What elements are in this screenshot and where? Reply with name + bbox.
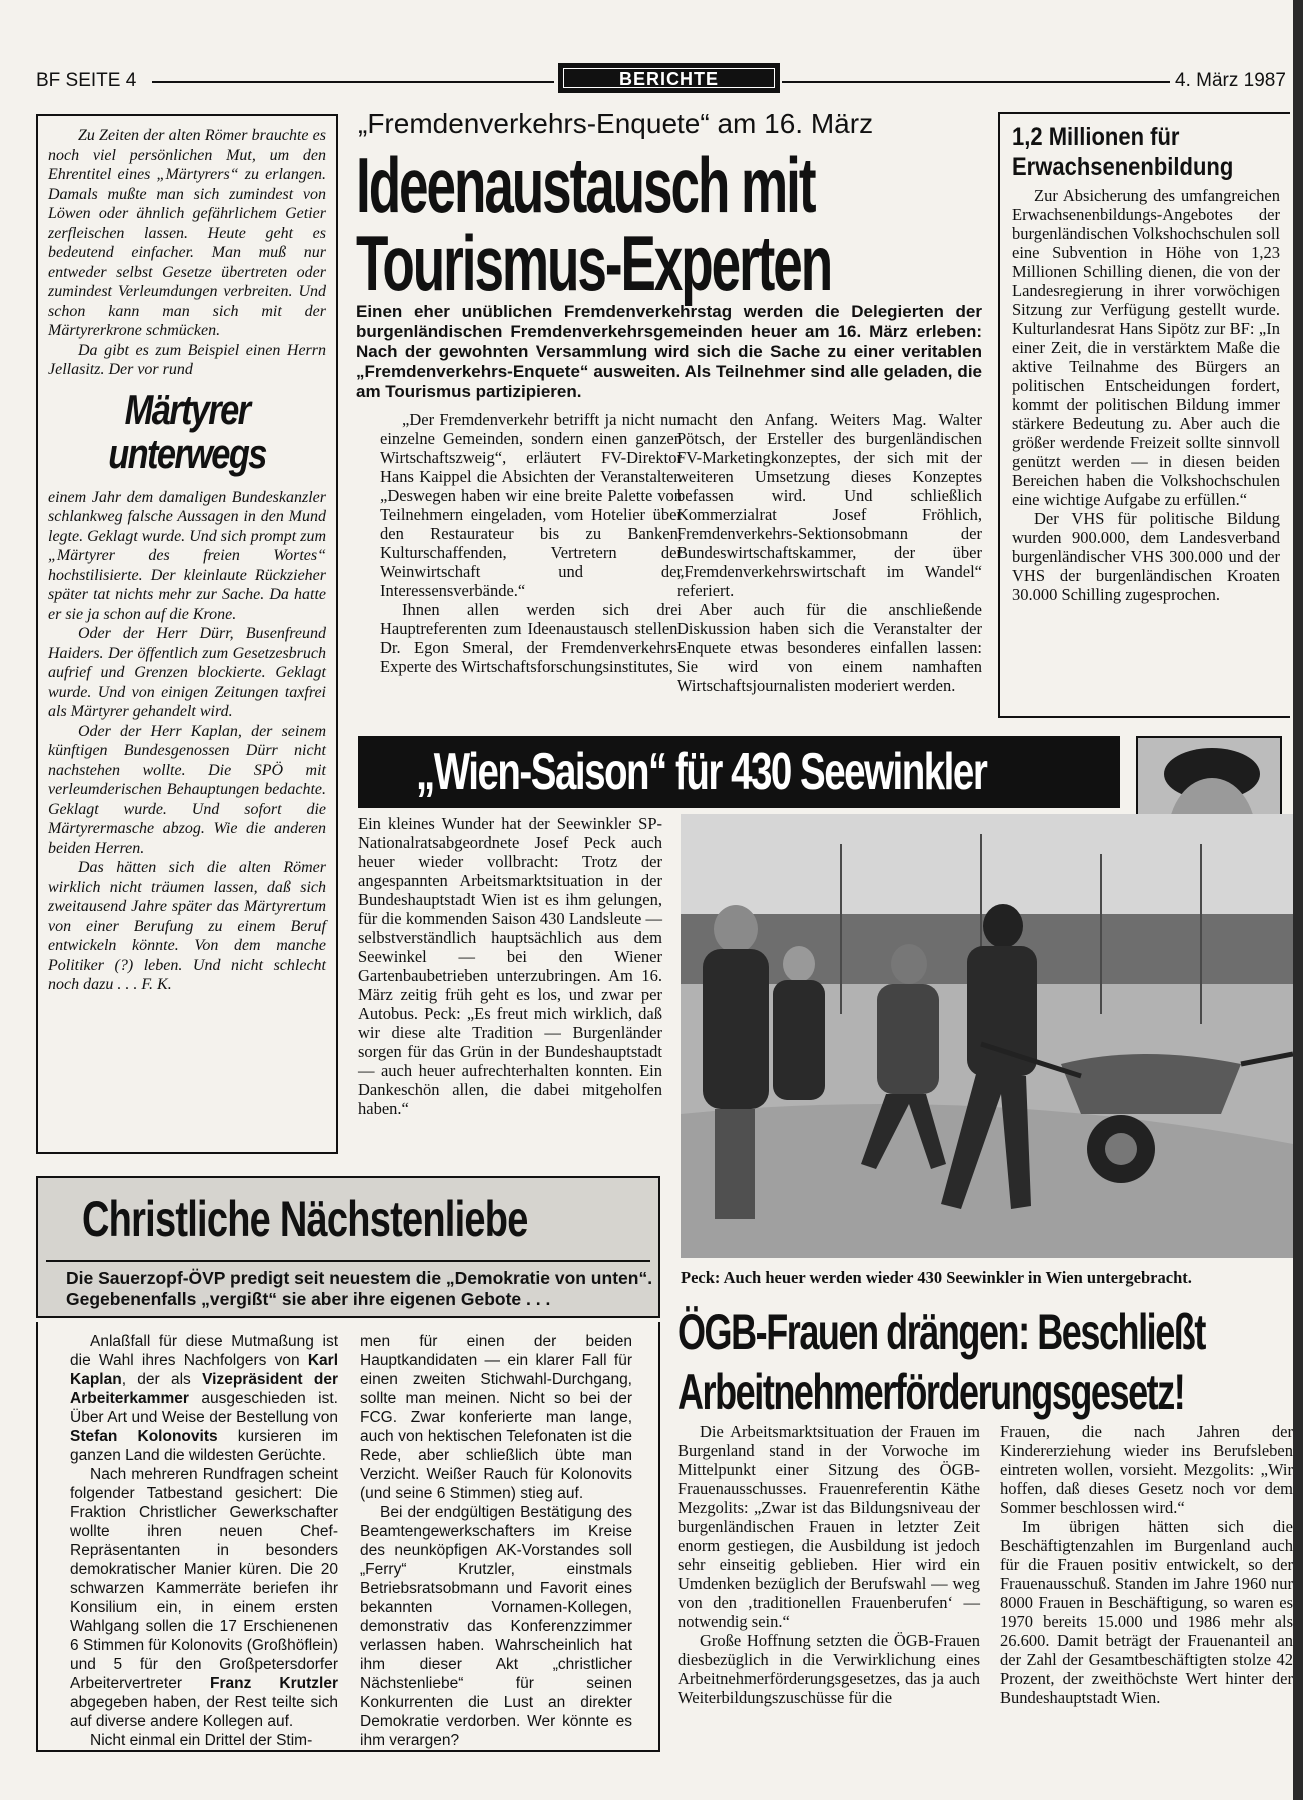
photo-caption: Peck: Auch heuer werden wieder 430 Seewinkler in Wien untergebracht. xyxy=(681,1268,1192,1287)
commentary-paragraph: Oder der Herr Kaplan, der seinem künftigen Bundesgenossen Dürr nicht nachstehen wollte. Die SPÖ mit verleumderischen Behauptungen bedachte. Geklagt wurde. Und sofort die Märtyrermasche abzog. Wie die anderen beiden Herren. xyxy=(48,722,326,857)
person-name: Franz Krutzler xyxy=(210,1675,338,1692)
news-box xyxy=(998,112,1290,718)
header-rule-right xyxy=(782,81,1170,83)
article-body-box xyxy=(36,1322,660,1752)
article-column xyxy=(70,1332,338,1750)
text-run: Anlaßfall für diese Mutmaßung ist die Wahl ihres Nachfolgers von xyxy=(70,1333,338,1369)
commentary-headline-line: Märtyrer xyxy=(124,385,250,433)
section-label: BERICHTE xyxy=(563,68,775,88)
article-paragraph: Frauen, die nach Jahren der Kindererziehung wieder ins Berufsleben eintreten wollen, vorsieht. Mezgolits: „Wir hoffen, daß dieses Gesetz noch vor dem Sommer beschlossen wird.“ xyxy=(1000,1422,1293,1517)
commentary-paragraph: einem Jahr dem damaligen Bundeskanzler schlankweg falsche Aussagen in den Mund legte. Geklagt wurde. Und sich prompt zum „Märtyrer des freien Wortes“ hochstilisierte. Der kleinlaute Rückzieher später tat nichts mehr zur Sache. Da hatte er sie ja schon auf die Krone. xyxy=(48,488,326,623)
text-run: Nach mehreren Rundfragen scheint folgender Tatbestand gesichert: Die Fraktion Christlicher Gewerkschafter wollte ihren neuen Chef-Repräsentanten in besonders demokratischer Manier küren. Die 20 schwarzen Kammerräte beriefen ihr Konsilium ein, in einem ersten Wahlgang sollen die 17 Erschienenen 6 Stimmen für Kolonovits (Großhöflein) und 5 für den Großpetersdorfer Arbeitervertreter xyxy=(70,1466,338,1692)
page-label: BF SEITE 4 xyxy=(36,70,137,91)
person-name: Karl Kaplan xyxy=(70,1352,338,1388)
article-paragraph: Aber auch für die anschließende Diskussion haben sich die Veranstalter der Enquete etwas besonderes einfallen lassen: Sie wird von einem namhaften Wirtschaftsjournalisten moderiert werden. xyxy=(677,600,982,695)
article-paragraph: „Der Fremdenverkehr betrifft ja nicht nur einzelne Gemeinden, sondern einen ganzen Wirtschaftszweig“, erläutert FV-Direktor Hans Kaippel die Absichten der Veranstalter. „Deswegen haben wir eine breite Palette von Teilnehmern eingeladen, vom Hotelier über den Restaurateur bis zu Banken, Kulturschaffenden, Vertretern der Weinwirtschaft und der Interessensverbände.“ xyxy=(380,410,682,600)
headline-line: Erwachsenenbildung xyxy=(1012,153,1234,181)
commentary-headline xyxy=(48,385,326,477)
article-subtitle: Die Sauerzopf-ÖVP predigt seit neuestem die „Demokratie von unten“. Gegebenenfalls „vergißt“ sie aber ihre eigenen Gebote . . . xyxy=(66,1268,653,1309)
text-run: ausgeschieden ist. Über Art und Weise der Bestellung von xyxy=(70,1390,338,1426)
commentary-paragraph: Das hätten sich die alten Römer wirklich nicht träumen lassen, daß sich zweitausend Jahre später das Märtyrertum von einer Berufung zu einem Beruf entwickeln könnte. Von dem manche Politiker (?) leben. Und nicht schlecht noch dazu . . . F. K. xyxy=(48,859,326,993)
article-column xyxy=(360,1332,632,1750)
article-paragraph: Im übrigen hätten sich die Beschäftigtenzahlen im Burgenland auch für die Frauen positiv entwickelt, so der Frauenausschuß. Standen im Jahre 1960 nur 8000 Frauen in Beschäftigung, so waren es 1970 bereits 15.000 und 1986 mehr als 26.600. Damit beträgt der Frauenanteil an der Zahl der Gesamtbeschäftigten stolze 42 Prozent, der zweithöchste Wert hinter der Bundeshauptstadt Wien. xyxy=(1000,1517,1293,1707)
text-run: abgegeben haben, der Rest teilte sich auf diverse andere Kollegen auf. xyxy=(70,1694,338,1730)
commentary-paragraph: Zu Zeiten der alten Römer brauchte es noch viel persönlichen Mut, um den Ehrentitel eines „Märtyrers“ zu erlangen. Damals mußte man sich zumindest von Löwen oder ähnlich gefährlichem Getier zerfleischen lassen. Heute geht es bedeutend einfacher. Man muß nur entweder selbst Gesetze übertreten oder zumindest Verleumdungen verbreiten. Und schon kann man sich mit der Märtyrerkrone schmücken. xyxy=(48,127,326,339)
page-edge xyxy=(1293,0,1303,1800)
article-paragraph: Ihnen allen werden sich drei Hauptreferenten zum Ideenaustausch stellen: Dr. Egon Smeral, der Fremdenverkehrs-Experte des Wirtschaftsforschungsinstitutes, xyxy=(380,600,682,676)
article-body: Ein kleines Wunder hat der Seewinkler SP-Nationalratsabgeordnete Josef Peck auch heuer wieder vollbracht: Trotz der angespannten Arbeitsmarktsituation in der Bundeshauptstadt Wien ist es ihm gelungen, für die kommenden Saison 430 Landsleute — selbstverständlich hauptsächlich aus dem Seewinkel — bei den Wiener Gartenbaubetrieben unterzubringen. Am 16. März zeitig früh geht es los, und zwar per Autobus. Peck: „Es freut mich wirklich, daß wir diese alte Tradition — Burgenländer sorgen für das Grün in der Bundeshauptstadt — auch heuer aufrechterhalten konnten. Ein Dankeschön allen, die dabei mitgeholfen haben.“ xyxy=(358,814,662,1118)
commentary-paragraph: Oder der Herr Dürr, Busenfreund Haiders. Der öffentlich zum Gesetzesbruch aufrief und Grenzen blockierte. Geklagt wurde. Und von einigen Zeitungen taxfrei als Märtyrer gehandelt wird. xyxy=(48,625,326,720)
article-paragraph: men für einen der beiden Hauptkandidaten — ein klarer Fall für einen zweiten Stichwahl-Durchgang, sollte man meinen. Nicht so bei der FCG. Zwar konferierte man lange, auch von hektischen Telefonaten ist die Rede, aber schließlich übte man Verzicht. Weißer Rauch für Kolonovits (und seine 6 Stimmen) stieg auf. xyxy=(360,1333,632,1502)
article-paragraph: Zur Absicherung des umfangreichen Erwachsenenbildungs-Angebotes der burgenländischen Volkshochschulen soll eine Subvention in Höhe von 1,23 Millionen Schilling dienen, die von der Landesregierung in ihrer vorwöchigen Sitzung zur Verfügung gestellt wurde. Kulturlandesrat Hans Sipötz zur BF: „In einer Zeit, die in verstärktem Maße die aktive Teilnahme des Bürgers an politischen Entscheidungen fordert, kommt der politischen Bildung immer stärkere Bedeutung zu. Aber auch die größer werdende Freizeit sollte sinnvoll genützt werden — in diesen beiden Bereichen haben die Volkshochschulen eine wichtige Aufgabe zu erfüllen.“ xyxy=(1012,186,1280,509)
header-rule-left xyxy=(152,81,554,83)
article-paragraph: Bei der endgültigen Bestätigung des Beamtengewerkschafters im Kreise des neunköpfigen AK-Vorstandes soll „Ferry“ Krutzler, einstmals Betriebsratsobmann und Favorit eines bekannten Vornamen-Kollegen, demonstrativ das Konferenzzimmer verlassen haben. Wahrscheinlich hat ihm dieser Akt „christlicher Nächstenliebe“ für seinen Konkurrenten die Lust an direkter Demokratie verdorben. Wer könnte es ihm verargen? xyxy=(360,1504,632,1749)
article-kicker: „Fremdenverkehrs-Enquete“ am 16. März xyxy=(358,108,874,139)
article-paragraph xyxy=(70,1465,338,1731)
article-lead: Einen eher unüblichen Fremdenverkehrstag werden die Delegierten der burgenländischen Fremdenverkehrsgemeinden heuer am 16. März erleben: Nach der gewohnten Versammlung wird sich die Sache zu einer veritablen „Fremdenverkehrs-Enquete“ ausweiten. Als Teilnehmer sind alle geladen, die am Tourismus partizipieren. xyxy=(356,302,982,401)
article-paragraph: Nicht einmal ein Drittel der Stim- xyxy=(90,1732,313,1749)
article-paragraph: Große Hoffnung setzten die ÖGB-Frauen diesbezüglich in die Verwirklichung eines Arbeitnehmerförderungsgesetzes, das ja auch Weiterbildungszuschüsse für die xyxy=(678,1631,980,1707)
article-paragraph: macht den Anfang. Weiters Mag. Walter Pötsch, der Ersteller des burgenländischen FV-Marketingkonzeptes, der sich mit der weiteren Umsetzung dieses Konzeptes befassen wird. Und schließlich Kommerzialrat Josef Fröhlich, Fremdenverkehrs-Sektionsobmann der Bundeswirtschaftskammer, der über „Fremdenverkehrswirtschaft im Wandel“ referiert. xyxy=(677,410,982,600)
person-name: Stefan Kolonovits xyxy=(70,1428,218,1445)
commentary-headline-line: unterwegs xyxy=(108,429,266,477)
commentary-paragraph: Da gibt es zum Beispiel einen Herrn Jellasitz. Der vor rund xyxy=(48,341,326,378)
article-column xyxy=(678,1422,980,1707)
headline-rule xyxy=(46,1260,650,1262)
text-run: kursieren im ganzen Land die wildesten Gerüchte. xyxy=(70,1428,339,1464)
text-run: , der als xyxy=(121,1371,203,1388)
article-paragraph: Die Arbeitsmarktsituation der Frauen im Burgenland stand in der Vorwoche im Mittelpunkt einer Sitzung des ÖGB-Frauenausschusses. Frauenreferentin Käthe Mezgolits: „Zwar ist das Bildungsniveau der burgenländischen Frauen in letzter Zeit enorm gestiegen, die Ausbildung ist jedoch sehr einseitig geblieben. Hier wird ein Umdenken bezüglich der Berufswahl — weg von den ‚traditionellen Frauenberufen‘ — notwendig sein.“ xyxy=(678,1422,980,1631)
headline-line: 1,2 Millionen für xyxy=(1012,123,1180,151)
workers-photo xyxy=(681,814,1293,1258)
article-headline xyxy=(678,1302,1303,1422)
headline-box xyxy=(36,1176,660,1318)
commentary-column xyxy=(36,114,338,1154)
article-column xyxy=(677,410,982,695)
article-headline: Christliche Nächstenliebe xyxy=(82,1191,528,1247)
article-column xyxy=(380,410,682,676)
article-headline xyxy=(356,141,1055,307)
headline-line: Tourismus-Experten xyxy=(356,219,832,307)
headline-line: Ideenaustausch mit xyxy=(356,141,815,229)
issue-date: 4. März 1987 xyxy=(1175,70,1286,91)
article-headline: „Wien-Saison“ für 430 Seewinkler xyxy=(416,743,987,801)
article-paragraph xyxy=(70,1332,338,1465)
news-box-headline xyxy=(1012,122,1248,182)
headline-line: ÖGB-Frauen drängen: Beschließt xyxy=(678,1304,1205,1360)
headline-line: Arbeitnehmerförderungsgesetz! xyxy=(678,1364,1185,1420)
article-column xyxy=(1000,1422,1293,1707)
role-name: Vizepräsident der Arbeiterkammer xyxy=(70,1371,338,1407)
section-label-box xyxy=(558,63,780,93)
headline-band xyxy=(358,736,1120,808)
article-paragraph: Der VHS für politische Bildung wurden 900.000, dem Landesverband burgenländischer VHS 300.000 und der VHS der burgenländischen Kroaten 30.000 Schilling zugesprochen. xyxy=(1012,509,1280,604)
